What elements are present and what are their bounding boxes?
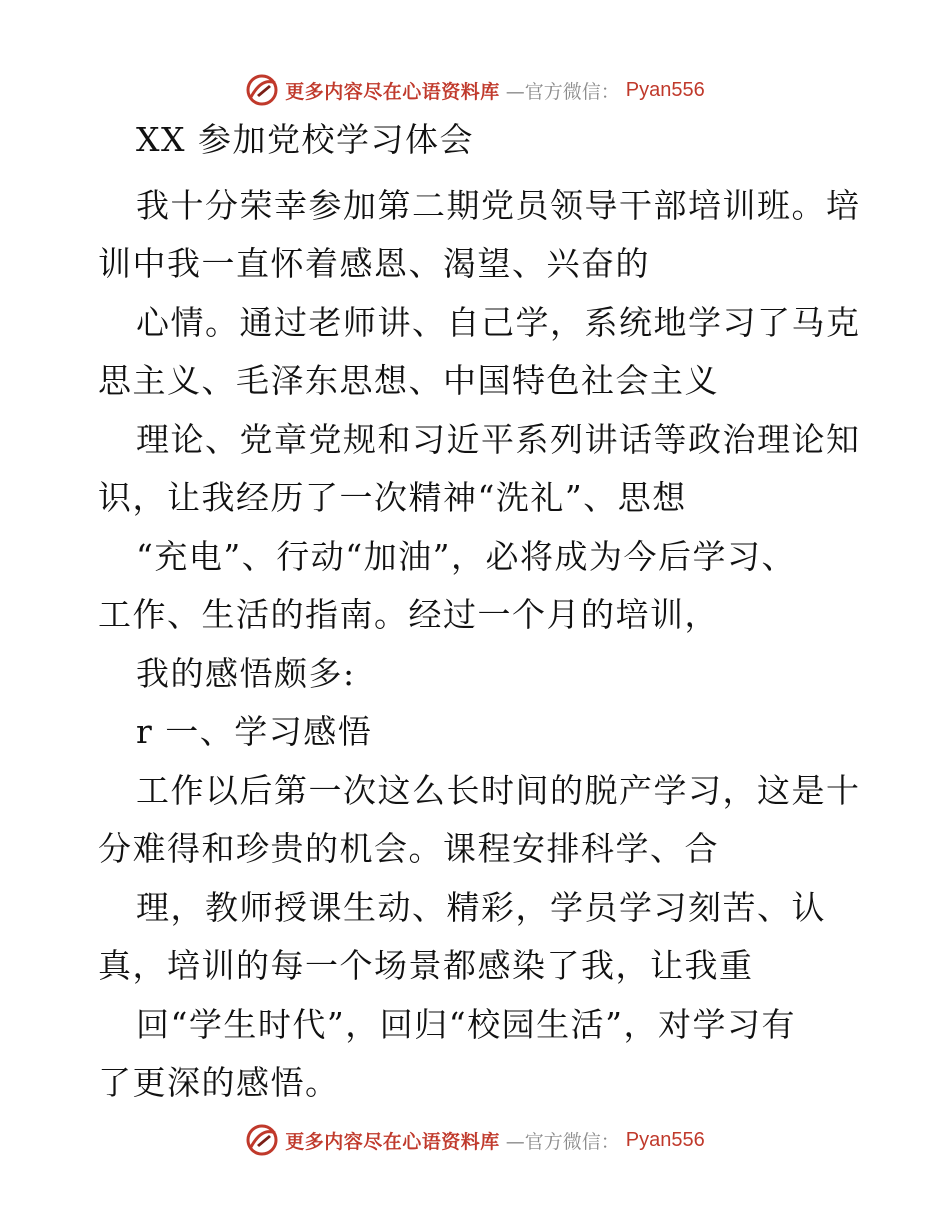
text-line: 理论、党章党规和习近平系列讲话等政治理论知 bbox=[136, 420, 861, 459]
text-line: 我十分荣幸参加第二期党员领导干部培训班。培 bbox=[136, 186, 861, 225]
text-line: 工作以后第一次这么长时间的脱产学习，这是十 bbox=[136, 771, 861, 810]
text-line: 回“学生时代”，回归“校园生活”，对学习有 bbox=[136, 1005, 796, 1044]
text-line: 识，让我经历了一次精神“洗礼”、思想 bbox=[98, 478, 687, 517]
text-line: 心情。通过老师讲、自己学，系统地学习了马克 bbox=[136, 303, 861, 342]
text-line: 理，教师授课生动、精彩，学员学习刻苦、认 bbox=[136, 888, 826, 927]
text-line: 了更深的感悟。 bbox=[98, 1063, 340, 1102]
footer-watermark-label: —官方微信： bbox=[505, 1130, 620, 1153]
header-watermark bbox=[0, 70, 950, 110]
footer-watermark bbox=[0, 1120, 950, 1160]
pen-logo-icon bbox=[245, 1123, 279, 1157]
text-line: 真，培训的每一个场景都感染了我，让我重 bbox=[98, 946, 754, 985]
text-line: 我的感悟颇多: bbox=[136, 654, 356, 693]
footer-watermark-id: Pyan556 bbox=[625, 1128, 705, 1151]
header-watermark-id: Pyan556 bbox=[625, 78, 705, 101]
footer-watermark-text: 更多内容尽在心语资料库 bbox=[285, 1130, 500, 1153]
text-line: 分难得和珍贵的机会。课程安排科学、合 bbox=[98, 829, 719, 868]
pen-logo-icon bbox=[245, 73, 279, 107]
text-line: 工作、生活的指南。经过一个月的培训， bbox=[98, 595, 719, 634]
section-heading: r 一、学习感悟 bbox=[136, 712, 373, 751]
text-line: 思主义、毛泽东思想、中国特色社会主义 bbox=[98, 361, 719, 400]
document-title: XX 参加党校学习体会 bbox=[136, 120, 474, 159]
header-watermark-text: 更多内容尽在心语资料库 bbox=[285, 80, 500, 103]
text-line: 训中我一直怀着感恩、渴望、兴奋的 bbox=[98, 244, 650, 283]
header-watermark-label: —官方微信： bbox=[505, 80, 620, 103]
text-line: “充电”、行动“加油”，必将成为今后学习、 bbox=[136, 537, 796, 576]
